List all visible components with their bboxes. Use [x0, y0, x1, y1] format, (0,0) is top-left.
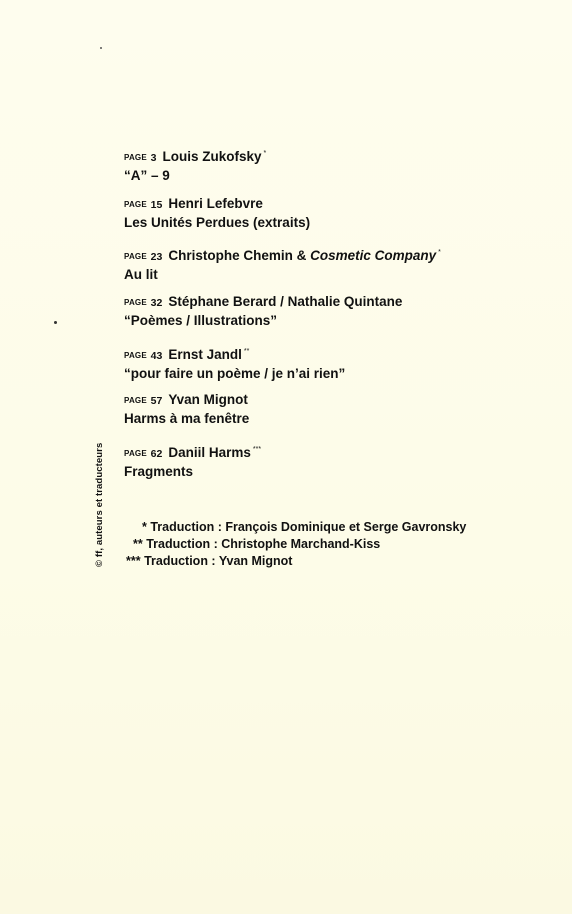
- work-title: Harms à ma fenêtre: [124, 411, 250, 426]
- page-label: PAGE: [124, 153, 147, 162]
- work-title: “Poèmes / Illustrations”: [124, 313, 278, 328]
- toc-entry: [124, 293, 544, 329]
- page-label: PAGE: [124, 298, 147, 307]
- toc-entry: [124, 343, 544, 382]
- toc-entry: [124, 391, 544, 427]
- toc-entry-header: [124, 441, 544, 463]
- author-name: Yvan Mignot: [168, 392, 248, 407]
- copyright-credit: © ff, auteurs et traducteurs: [94, 442, 105, 567]
- work-title: Fragments: [124, 464, 194, 479]
- author-name: Ernst Jandl: [168, 347, 242, 362]
- translation-marker: *: [438, 249, 441, 256]
- work-title: “pour faire un poème / je n’ai rien”: [124, 366, 346, 381]
- toc-entry-header: [124, 244, 544, 266]
- toc-entry-header: [124, 293, 544, 312]
- author-name: Daniil Harms: [168, 445, 251, 460]
- page-label: PAGE: [124, 200, 147, 209]
- toc-entry-header: [124, 391, 544, 410]
- page-label: PAGE: [124, 449, 147, 458]
- author-name: Stéphane Berard / Nathalie Quintane: [168, 294, 403, 309]
- page-number: 57: [150, 395, 163, 407]
- work-title: Au lit: [124, 267, 158, 282]
- author-name-italic: Cosmetic Company: [310, 248, 437, 263]
- translation-note: * Traduction : François Dominique et Serge Gavronsky: [142, 520, 467, 534]
- page-number: 43: [150, 350, 163, 362]
- paper-speck: [54, 321, 57, 324]
- page-number: 32: [150, 297, 163, 309]
- page-label: PAGE: [124, 252, 147, 261]
- translation-note: *** Traduction : Yvan Mignot: [126, 554, 293, 568]
- toc-entry-header: [124, 343, 544, 365]
- translation-marker: *: [263, 150, 267, 157]
- toc-entry: [124, 441, 544, 480]
- page-label: PAGE: [124, 351, 147, 360]
- page-number: 15: [150, 199, 163, 211]
- toc-entry: [124, 145, 544, 184]
- page-number: 3: [150, 152, 157, 164]
- author-name: Christophe Chemin &: [168, 248, 311, 263]
- toc-entry: [124, 244, 544, 283]
- translation-note: ** Traduction : Christophe Marchand-Kiss: [133, 537, 381, 551]
- work-title: “A” – 9: [124, 168, 170, 183]
- author-name: Louis Zukofsky: [162, 149, 262, 164]
- author-name: Henri Lefebvre: [168, 196, 263, 211]
- work-title: Les Unités Perdues (extraits): [124, 215, 311, 230]
- page-label: PAGE: [124, 396, 147, 405]
- translation-notes: [126, 519, 467, 570]
- translation-marker: **: [243, 348, 250, 355]
- page-number: 62: [150, 448, 163, 460]
- translation-marker: ***: [252, 446, 262, 453]
- toc-entry-header: [124, 195, 544, 214]
- paper-speck: [100, 47, 102, 49]
- toc-entry-header: [124, 145, 544, 167]
- page-number: 23: [150, 251, 163, 263]
- toc-entry: [124, 195, 544, 231]
